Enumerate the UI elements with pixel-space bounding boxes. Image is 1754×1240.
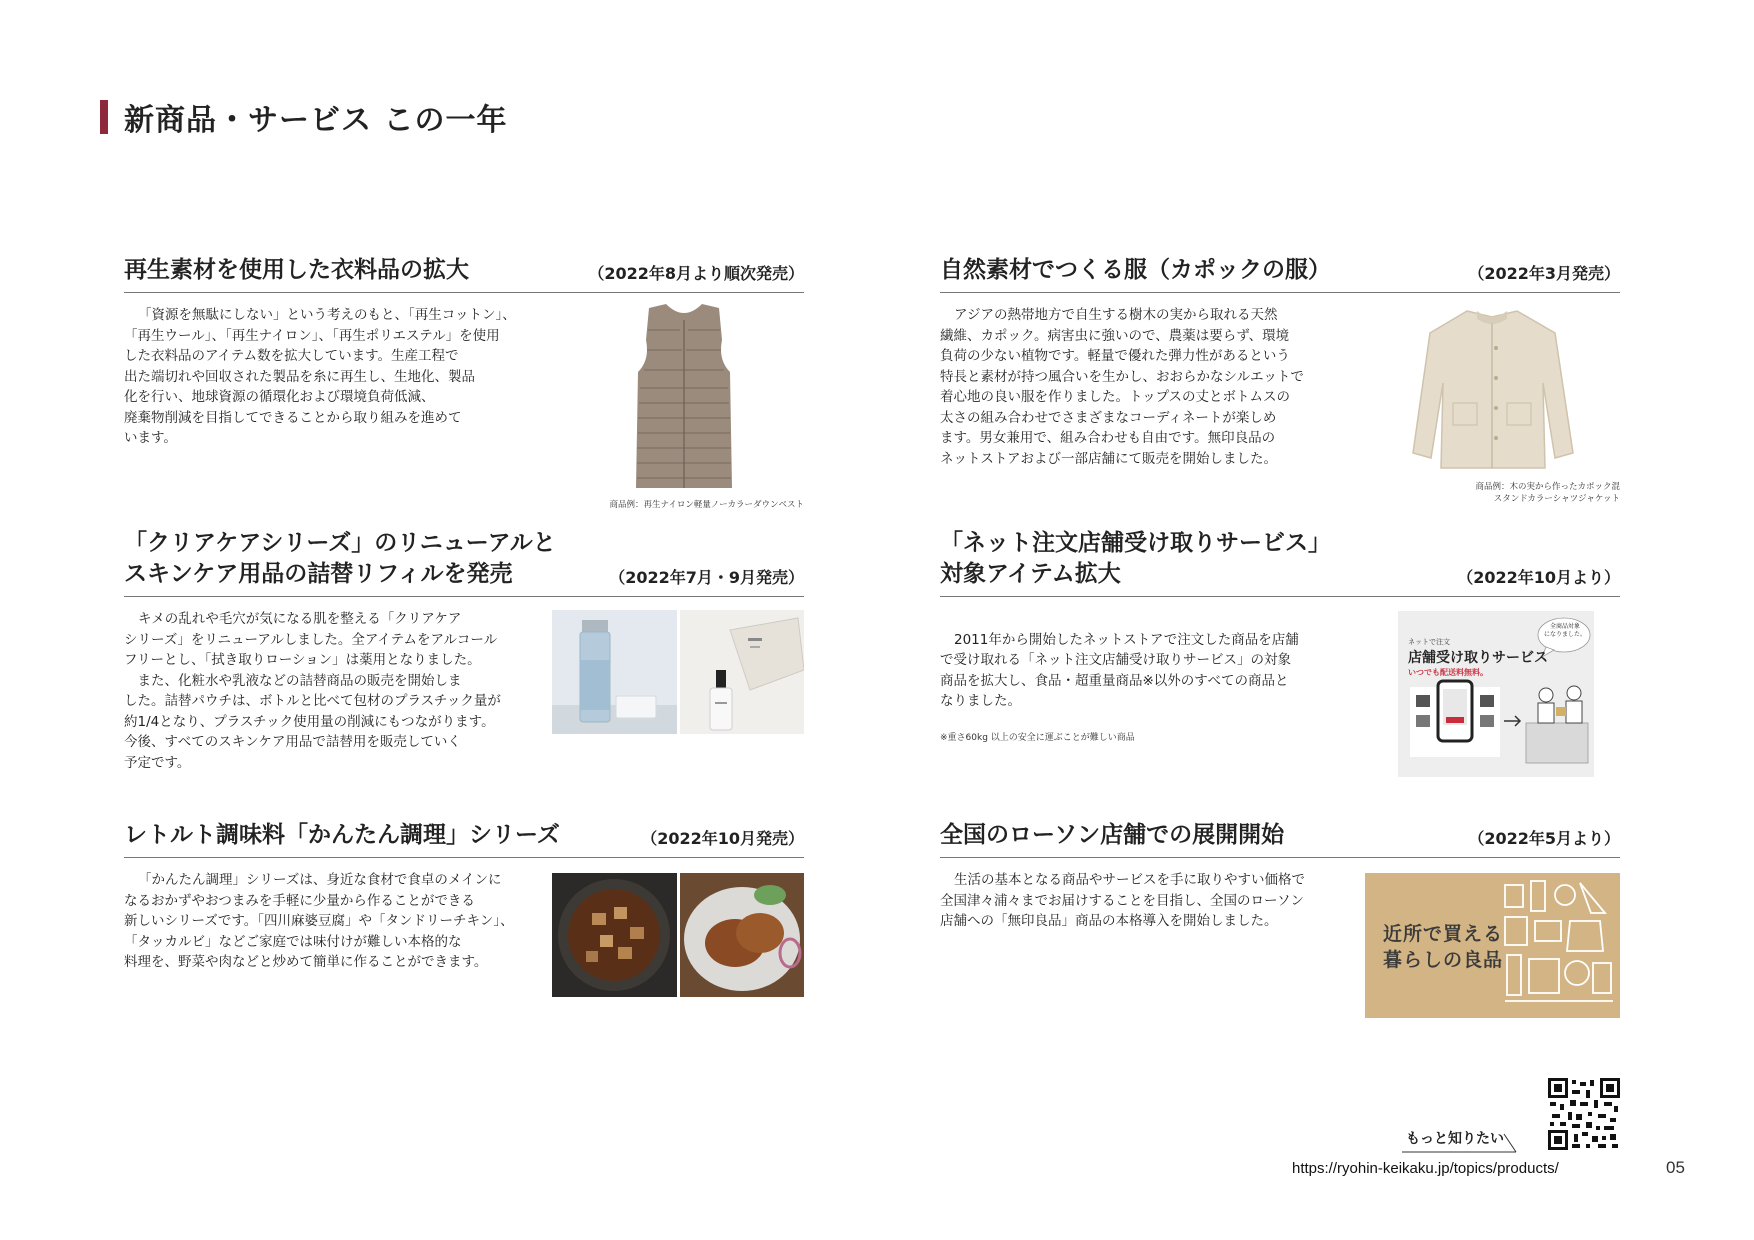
section-body: 生活の基本となる商品やサービスを手に取りやすい価格で 全国津々浦々までお届けすることを目指し、全国のローソン 店舗への「無印良品」商品の本格導入を開始しました。 (940, 872, 1305, 929)
illustration-title: 店舗受け取りサービス (1408, 650, 1548, 666)
section-date: （2022年10月発売） (641, 829, 804, 848)
illustration-sub: いつでも配送料無料。 (1408, 668, 1488, 677)
illustration-small-label: ネットで注文 (1408, 638, 1450, 646)
down-vest-photo (604, 300, 764, 495)
section-header (940, 820, 1620, 858)
section-lawson (940, 820, 1620, 971)
photo-caption: 商品例：再生ナイロン軽量ノーカラーダウンベスト (609, 500, 804, 510)
section-header (124, 255, 804, 293)
qr-code[interactable] (1548, 1078, 1620, 1150)
page-title: 新商品・サービス この一年 (124, 103, 508, 138)
mapo-tofu-photo (552, 873, 677, 997)
section-header (124, 820, 804, 858)
banner-text-line1: 近所で買える (1383, 923, 1504, 945)
section-body (940, 609, 1350, 766)
section-date: （2022年5月より） (1468, 829, 1620, 848)
section-title: 再生素材を使用した衣料品の拡大 (124, 257, 469, 283)
lotion-bottle-photo (552, 610, 677, 734)
lawson-banner (1365, 873, 1620, 1018)
photo-caption: 商品例：木の実から作ったカポック混 スタンドカラーシャツジャケット (1475, 482, 1620, 504)
section-kantan-chouri (124, 820, 804, 970)
section-title: レトルト調味料「かんたん調理」シリーズ (124, 822, 560, 848)
refill-pouch-photo (680, 610, 804, 734)
section-body: 「かんたん調理」シリーズは、身近な食材で食卓のメインに なるおかずやおつまみを手軽に少量から作ることができる 新しいシリーズです。「四川麻婆豆腐」や「タンドリーチキン」、 「タッカルビ」などご家庭では味付けが難しい本格的な 料理を、野菜や肉などと炒めて簡単に作ることができます。 (124, 872, 514, 970)
section-date: （2022年10月より） (1457, 568, 1620, 587)
pickup-service-illustration (1398, 611, 1594, 777)
pointer-line-icon (1400, 1130, 1530, 1156)
page-header (100, 95, 507, 139)
page-number: 05 (1666, 1158, 1685, 1177)
section-title-line1: 「クリアケアシリーズ」のリニューアルと (124, 530, 556, 556)
section-body: キメの乱れや毛穴が気になる肌を整える「クリアケア シリーズ」をリニューアルしました。全アイテムをアルコール フリーとし、「拭き取りローション」は薬用となりました。 また、化粧水や乳液などの詰替商品の販売を開始しま した。詰替パウチは、ボトルと比べて包材のプラスチック量が 約1/4となり、プラスチック使用量の削減にもつながります。 今後、すべてのスキンケア用品で詰替用を販売していく 予定です。 (124, 611, 501, 771)
section-title: 全国のローソン店舗での展開開始 (940, 822, 1285, 848)
section-date: （2022年3月発売） (1468, 264, 1620, 283)
bubble-text: 全商品対象 になりました。 (1544, 623, 1587, 638)
footnote: ※重さ60kg 以上の安全に運ぶことが難しい商品 (940, 733, 1135, 743)
section-clear-care (124, 528, 804, 771)
section-header (124, 528, 804, 597)
section-title: 自然素材でつくる服（カポックの服） (940, 257, 1331, 283)
tandoori-chicken-photo (680, 873, 804, 997)
section-header (940, 528, 1620, 597)
section-title-line2: スキンケア用品の詰替リフィルを発売 (124, 561, 513, 587)
section-recycled-materials (124, 255, 804, 510)
more-info-text: もっと知りたい (1406, 1131, 1504, 1147)
section-body: アジアの熱帯地方で自生する樹木の実から取れる天然 繊維、カポック。病害虫に強いので、農薬は要らず、環境 負荷の少ない植物です。軽量で優れた弾力性があるという 特長と素材が持つ風合いを生かし、おおらかなシルエットで 着心地の良い服を作りました。トップスの丈とボトムスの 太さの組み合わせでさまざまなコーディネートが楽しめ ます。男女兼用で、組み合わせも自由です。無印良品の ネットストアおよび一部店舗にて販売を開始しました。 (940, 307, 1304, 467)
section-date: （2022年7月・9月発売） (609, 568, 804, 587)
body-text: 2011年から開始したネットストアで注文した商品を店舗 で受け取れる「ネット注文店舗受け取りサービス」の対象 商品を拡大し、食品・超重量商品※以外のすべての商品と なりました。 (940, 631, 1299, 709)
section-store-pickup (940, 528, 1620, 743)
section-date: （2022年8月より順次発売） (588, 264, 804, 283)
section-title-line1: 「ネット注文店舗受け取りサービス」 (940, 530, 1331, 556)
footer-url-link[interactable]: https://ryohin-keikaku.jp/topics/products/ (1292, 1160, 1559, 1177)
section-body: 「資源を無駄にしない」という考えのもと、「再生コットン」、 「再生ウール」、「再生ナイロン」、「再生ポリエステル」を使用 した衣料品のアイテム数を拡大しています。生産工程で 出た端切れや回収された製品を糸に再生し、生地化、製品 化を行い、地球資源の循環化および環境負荷低減、 廃棄物削減を目指してできることから取り組みを進めて います。 (124, 307, 516, 446)
section-kapok-clothing (940, 255, 1620, 504)
banner-text-line2: 暮らしの良品 (1383, 949, 1504, 971)
title-accent-bar (100, 100, 108, 134)
section-header (940, 255, 1620, 293)
kapok-jacket-photo (1405, 303, 1580, 473)
section-title-line2: 対象アイテム拡大 (940, 561, 1121, 587)
